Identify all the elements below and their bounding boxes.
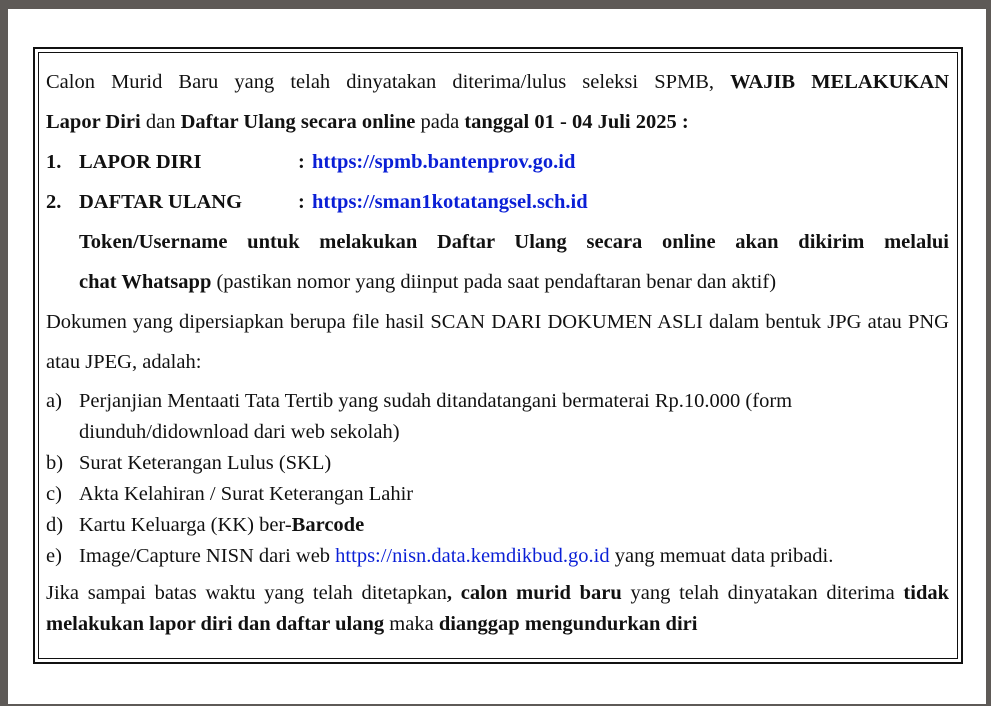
list-marker: a) bbox=[46, 390, 62, 412]
step-colon: : bbox=[298, 151, 305, 173]
intro-text-3: pada bbox=[415, 111, 465, 133]
step-daftar-ulang bbox=[46, 182, 949, 222]
intro-text-1: Calon Murid Baru yang telah dinyatakan diterima/lulus seleksi SPMB, bbox=[46, 71, 731, 93]
step-number: 1. bbox=[46, 151, 62, 173]
window-frame-top bbox=[0, 0, 991, 9]
list-marker: b) bbox=[46, 452, 64, 474]
step-colon: : bbox=[298, 191, 305, 213]
intro-line-1 bbox=[46, 62, 949, 102]
list-text-wrap bbox=[79, 510, 949, 541]
closing-text-1: Jika sampai batas waktu yang telah ditetapkan bbox=[46, 582, 447, 604]
intro-bold-wajib: WAJIB MELAKUKAN bbox=[730, 71, 950, 93]
list-item bbox=[46, 479, 949, 510]
document-list bbox=[46, 386, 949, 572]
closing-bold-1: , calon murid baru bbox=[446, 582, 622, 604]
intro-text-2: dan bbox=[140, 111, 181, 133]
list-text: Akta Kelahiran / Surat Keterangan Lahir bbox=[79, 483, 414, 505]
closing-text-2: yang telah dinyatakan diterima bbox=[621, 582, 895, 604]
window-frame-right bbox=[986, 0, 991, 706]
list-text-2: yang memuat data pribadi. bbox=[609, 545, 834, 567]
closing-paragraph bbox=[46, 578, 949, 640]
closing-bold-3: dianggap mengundurkan diri bbox=[438, 613, 698, 635]
list-item bbox=[46, 448, 949, 479]
list-text: Kartu Keluarga (KK) ber- bbox=[79, 514, 292, 536]
list-marker: c) bbox=[46, 483, 62, 505]
list-text-wrap bbox=[79, 541, 949, 572]
list-item bbox=[46, 386, 949, 448]
list-item bbox=[46, 541, 949, 572]
intro-bold-daftar-ulang: Daftar Ulang secara online bbox=[180, 111, 416, 133]
announcement-content bbox=[46, 62, 949, 640]
list-text: Surat Keterangan Lulus (SKL) bbox=[79, 452, 332, 474]
token-note-bold: Token/Username untuk melakukan Daftar Ulang secara online akan dikirim melalui bbox=[79, 231, 949, 253]
barcode-bold: Barcode bbox=[291, 514, 365, 536]
token-note-text: (pastikan nomor yang diinput pada saat pendaftaran benar dan aktif) bbox=[211, 271, 777, 293]
docs-intro: Dokumen yang dipersiapkan berupa file hasil SCAN DARI DOKUMEN ASLI dalam bentuk JPG atau PNG atau JPEG, adalah: bbox=[46, 311, 949, 373]
step-number: 2. bbox=[46, 191, 62, 213]
closing-text-3: maka bbox=[384, 613, 439, 635]
token-note-line-1 bbox=[79, 222, 949, 262]
list-text: Perjanjian Mentaati Tata Tertib yang sudah ditandatangani bermaterai Rp.10.000 (form diunduh/didownload dari web sekolah) bbox=[79, 390, 793, 443]
step-label: LAPOR DIRI bbox=[79, 151, 202, 173]
intro-bold-date: tanggal 01 - 04 Juli 2025 : bbox=[464, 111, 689, 133]
list-marker: d) bbox=[46, 514, 64, 536]
intro-line-2 bbox=[46, 102, 949, 142]
token-note-whatsapp: chat Whatsapp bbox=[79, 271, 212, 293]
step-lapor-diri bbox=[46, 142, 949, 182]
list-marker: e) bbox=[46, 545, 62, 567]
step-label: DAFTAR ULANG bbox=[79, 191, 243, 213]
window-frame-left bbox=[0, 0, 8, 706]
lapor-diri-link[interactable]: https://spmb.bantenprov.go.id bbox=[312, 151, 576, 173]
list-item bbox=[46, 510, 949, 541]
token-note-line-2 bbox=[79, 262, 949, 302]
nisn-link[interactable]: https://nisn.data.kemdikbud.go.id bbox=[335, 545, 610, 567]
list-text: Image/Capture NISN dari web bbox=[79, 545, 336, 567]
daftar-ulang-link[interactable]: https://sman1kotatangsel.sch.id bbox=[312, 191, 588, 213]
intro-bold-lapor-diri: Lapor Diri bbox=[46, 111, 141, 133]
closing-bold-2: tidak melakukan lapor diri dan daftar ulang bbox=[46, 582, 949, 635]
